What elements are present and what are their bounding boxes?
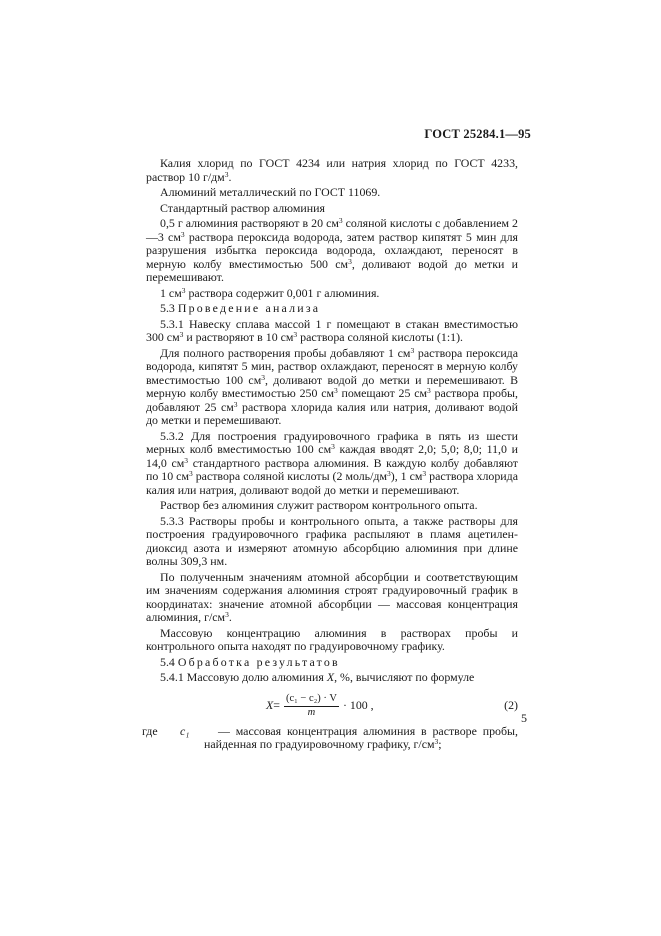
formula-equals: = [273, 697, 280, 712]
legend-symbol: c₁ [180, 723, 190, 738]
formula-tail: · 100 , [342, 697, 374, 712]
document-header: ГОСТ 25284.1—95 [424, 127, 531, 141]
paragraph-standard-solution-prep: 0,5 г алюминия растворяют в 20 $см^3$ соляной кислоты с добавлением 2—3 $см^3$ раствора пероксида водорода, затем раствор кипятят 5 мин для разрушения избытка пероксида водорода, охлаждают, переносят в мерную колбу вместимостью 500 $см^3$, доливают водой до метки и перемешивают. [146, 216, 518, 284]
paragraph-5-3-2: 5.3.2 Для построения градуировочного графика в пять из шести мерных колб вместимостью 100 $см^3$ каждая вводят 2,0; 5,0; 8,0; 11,0 и 14,0 $см^3$ стандартного раствора алюминия. В каждую колбу добавляют по 10 $см^3$ раствора соляной кислоты (2 моль/$дм^3$), 1 $см^3$ раствора хлорида калия или натрия, доливают водой до метки и перемешивают. [146, 428, 518, 497]
legend-where-word: где [142, 723, 158, 738]
formula-numerator: (c₁ − c₂) · V [284, 693, 339, 707]
paragraph-5-3-3: 5.3.3 Растворы пробы и контрольного опыта, а также растворы для построения градуировочного графика распыляют в пламя ацетилен-диоксид азота и измеряют атомную абсорбцию алюминия при длине волны 309,3 нм. [146, 513, 518, 568]
formula-lhs: X [266, 697, 274, 712]
section-heading-5-4: 5.4 Обработка результатов [160, 654, 340, 669]
paragraph-full-dissolution: Для полного растворения пробы добавляют 1 $см^3$ раствора пероксида водорода, кипятят 5 мин, раствор охлаждают, переносят в мерную колбу вместимостью 100 $см^3$, доливают водой до метки и перемешивают. В мерную колбу вместимостью 250 $см^3$ помещают 25 $см^3$ раствора пробы, добавляют 25 $см^3$ раствора хлорида калия или натрия, доливают водой до метки и перемешивают. [146, 345, 519, 427]
formula-number: (2) [504, 697, 518, 712]
paragraph-calibration-graph: По полученным значениям атомной абсорбции и соответствующим им значениям содержания алюминия строят градуировочный график в координатах: значение атомной абсорбции — массовая концентрация алюминия, $г/см^3$. [146, 569, 518, 624]
formula-fraction [284, 693, 339, 719]
formula-legend-c1: где c₁ — массовая концентрация алюминия в растворе пробы, найденная по градуировочному графику, $г/см^3$; [146, 725, 518, 752]
paragraph-control-solution: Раствор без алюминия служит раствором контрольного опыта. [160, 498, 478, 512]
paragraph-potassium-chloride: Калия хлорид по ГОСТ 4234 или натрия хлорид по ГОСТ 4233, раствор 10 $г/дм^3$. [146, 156, 518, 184]
paragraph-5-3-1: 5.3.1 Навеску сплава массой 1 г помещают в стакан вместимостью 300 $см^3$ и растворяют в 10 $см^3$ раствора соляной кислоты (1:1). [146, 316, 518, 344]
paragraph-aluminium-metal: Алюминий металлический по ГОСТ 11069. [160, 185, 381, 199]
page-body [142, 156, 519, 754]
paragraph-solution-content: 1 $см^3$ раствора содержит 0,001 г алюминия. [160, 285, 380, 300]
formula-expression [266, 691, 374, 721]
section-heading-5-3: 5.3 Проведение анализа [160, 301, 321, 315]
formula-2 [146, 691, 518, 721]
paragraph-mass-concentration: Массовую концентрацию алюминия в растворах пробы и контрольного опыта находят по градуировочному графику. [146, 625, 518, 653]
formula-denominator: m [307, 706, 316, 718]
page-number: 5 [521, 711, 527, 725]
paragraph-standard-solution-title: Стандартный раствор алюминия [160, 200, 325, 215]
paragraph-5-4-1: 5.4.1 Массовую долю алюминия X, %, вычисляют по формуле [160, 670, 475, 684]
